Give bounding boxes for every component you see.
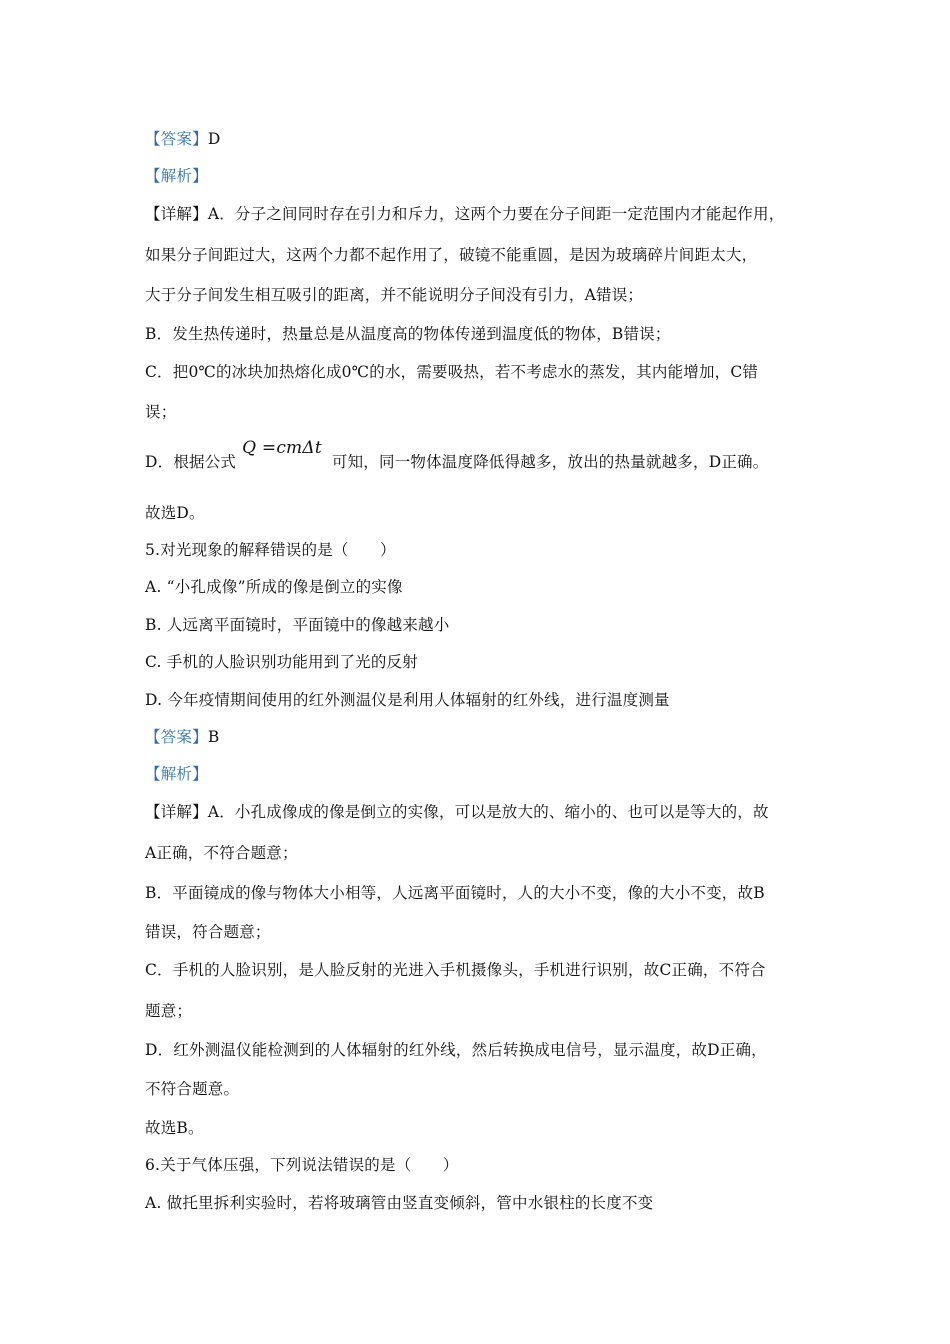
analysis-tag: 【解析】 [145,167,208,185]
q5-option-d: D. 今年疫情期间使用的红外测温仪是利用人体辐射的红外线，进行温度测量 [145,691,670,709]
detail-line: 错误，符合题意； [145,923,271,941]
option-d-text-after: 可知，同一物体温度降低得越多，放出的热量就越多，D正确。 [331,453,769,471]
detail-text: A．小孔成像成的像是倒立的实像，可以是放大的、缩小的、也可以是等大的，故 [207,803,769,821]
answer-line [145,129,220,149]
detail-line: B．平面镜成的像与物体大小相等，人远离平面镜时，人的大小不变，像的大小不变，故B [145,884,765,902]
option-b-explanation: B．发生热传递时，热量总是从温度高的物体传递到温度低的物体，B错误； [145,325,671,343]
q5-option-a: A. “小孔成像”所成的像是倒立的实像 [145,578,403,596]
detail-line: 如果分子间距过大，这两个力都不起作用了，破镜不能重圆，是因为玻璃碎片间距太大， [145,246,758,264]
detail-tag: 【详解】 [145,205,208,223]
answer-line [145,727,219,747]
detail-line [145,204,784,224]
answer-value: D [207,130,221,148]
answer-tag: 【答案】 [145,130,208,148]
detail-line [145,802,769,822]
question-5: 5.对光现象的解释错误的是（ ） [145,541,396,559]
option-c-explanation-cont: 误； [145,403,177,421]
detail-text: A．分子之间同时存在引力和斥力，这两个力要在分子间距一定范围内才能起作用， [207,205,785,223]
answer-tag: 【答案】 [145,728,208,746]
heat-formula: Q =cmΔt [242,438,322,458]
detail-tag: 【详解】 [145,803,208,821]
option-d-explanation [145,438,769,472]
option-d-text-before: D．根据公式 [145,453,237,471]
detail-line: 题意； [145,1002,193,1020]
detail-line: 不符合题意。 [145,1080,240,1098]
question-6: 6.关于气体压强，下列说法错误的是（ ） [145,1156,459,1174]
answer-value: B [207,728,220,746]
detail-line: D．红外测温仪能检测到的人体辐射的红外线，然后转换成电信号，显示温度，故D正确， [145,1041,767,1059]
conclusion: 故选D。 [145,504,205,522]
detail-line: 大于分子间发生相互吸引的距离，并不能说明分子间没有引力，A错误； [145,286,644,304]
q6-option-a: A. 做托里拆利实验时，若将玻璃管由竖直变倾斜，管中水银柱的长度不变 [145,1194,654,1212]
conclusion: 故选B。 [145,1119,204,1137]
detail-line: A正确，不符合题意； [145,844,298,862]
detail-line: C．手机的人脸识别，是人脸反射的光进入手机摄像头，手机进行识别，故C正确，不符合 [145,961,766,979]
analysis-tag: 【解析】 [145,765,208,783]
q5-option-c: C. 手机的人脸识别功能用到了光的反射 [145,653,418,671]
q5-option-b: B. 人远离平面镜时，平面镜中的像越来越小 [145,616,450,634]
option-c-explanation: C．把0℃的冰块加热熔化成0℃的水，需要吸热，若不考虑水的蒸发，其内能增加，C错 [145,363,759,381]
